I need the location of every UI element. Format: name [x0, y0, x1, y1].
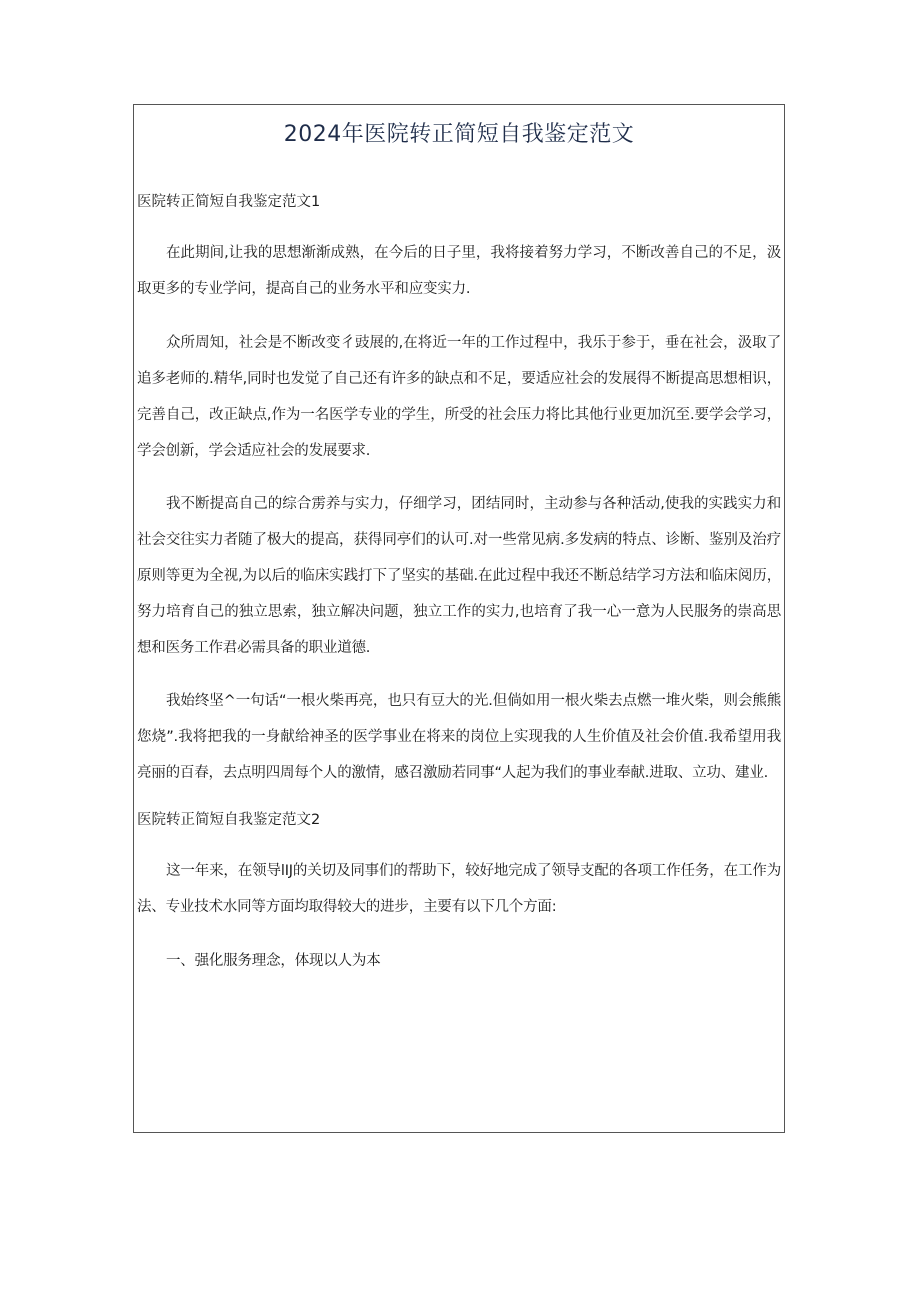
paragraph: 我不断提高自己的综合雳养与实力，仔细学习，团结同时，主动参与各种活动,使我的实践实力和社会交往实力者随了极大的提高，获得同亭们的认可.对一些常见病.多发病的特点、诊断、鉴别及治疗原则等更为全视,为以后的临床实践打下了坚实的基础.在此过程中我还不断总结学习方法和临床阅历，努力培育自己的独立思索，独立解决问题，独立工作的实力,也培育了我一心一意为人民服务的崇高思想和医务工作君必需具备的职业道德.	[137, 496, 781, 656]
paragraph: 这一年来，在领导lIJ的关切及同事们的帮助下，较好地完成了领导支配的各项工作任务，在工作为法、专业技术水同等方面均取得较大的进步，主要有以下几个方面:	[137, 863, 781, 915]
document-title: 2024年医院转正简短自我鉴定范文	[283, 122, 635, 147]
document-body	[134, 190, 784, 979]
section-heading-2: 医院转正简短自我鉴定范文2	[137, 812, 321, 828]
section-heading-1: 医院转正简短自我鉴定范文1	[137, 194, 321, 210]
paragraph: 我始终坚^一句话“一根火柴再亮，也只有豆大的光.但倘如用一根火柴去点燃一堆火柴，则会熊熊您烧”.我将把我的一身献给神圣的医学事业在将来的岗位上实现我的人生价值及社会价值.我希望用我亮丽的百春，去点明四周每个人的激情，感召激励若同事“人起为我们的事业奉献.进取、立功、建业.	[137, 693, 781, 781]
document-page	[133, 104, 785, 1133]
paragraph: 在此期间,让我的思想渐渐成熟，在今后的日子里，我将接着努力学习，不断改善自己的不足，汲取更多的专业学问，提高自己的业务水平和应变实力.	[137, 245, 781, 297]
subsection-heading: 一、强化服务理念，体现以人为本	[166, 953, 381, 969]
paragraph: 众所周知，社会是不断改变彳豉展的,在将近一年的工作过程中，我乐于参于，垂在社会，汲取了追多老师的.精华,同时也发觉了自己还有许多的缺点和不足，要适应社会的发展得不断提高思想相识，完善自己，改正缺点,作为一名医学专业的学生，所受的社会压力将比其他行业更加沉至.要学会学习，学会创新，学会适应社会的发展要求.	[137, 335, 781, 459]
